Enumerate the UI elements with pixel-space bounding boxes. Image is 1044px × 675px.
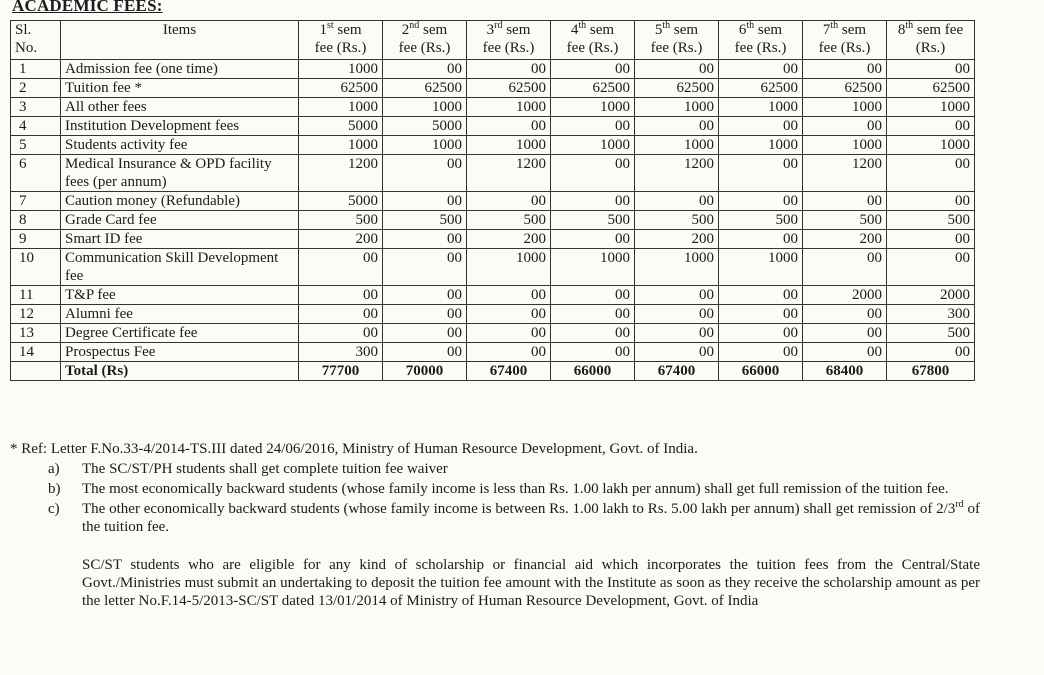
fee-cell-sem-6: 00 — [719, 155, 803, 192]
fee-cell-sem-1: 00 — [299, 286, 383, 305]
row-sl-no: 3 — [11, 98, 61, 117]
fee-cell-sem-8: 2000 — [887, 286, 975, 305]
fee-cell-sem-2: 500 — [383, 211, 467, 230]
row-sl-no: 10 — [11, 249, 61, 286]
sem-unit: fee (Rs.) — [818, 40, 871, 56]
fee-cell-sem-5: 00 — [635, 324, 719, 343]
table-total-row — [11, 362, 975, 381]
fee-cell-sem-8: 00 — [887, 249, 975, 286]
row-item-name: Institution Development fees — [61, 117, 299, 136]
fee-cell-sem-5: 1000 — [635, 249, 719, 286]
sem-ordinal: nd — [409, 20, 420, 31]
row-sl-no: 5 — [11, 136, 61, 155]
fee-cell-sem-3: 62500 — [467, 79, 551, 98]
column-header-sem-8 — [887, 21, 975, 60]
row-sl-no: 9 — [11, 230, 61, 249]
row-item-name: T&P fee — [61, 286, 299, 305]
fee-cell-sem-1: 300 — [299, 343, 383, 362]
fee-cell-sem-4: 00 — [551, 60, 635, 79]
fee-cell-sem-3: 1000 — [467, 98, 551, 117]
sem-ordinal: th — [746, 20, 755, 31]
total-sem-1: 77700 — [299, 362, 383, 381]
fee-cell-sem-8: 300 — [887, 305, 975, 324]
sem-number: 2 — [401, 22, 410, 38]
row-sl-no: 12 — [11, 305, 61, 324]
row-item-name: Degree Certificate fee — [61, 324, 299, 343]
fee-cell-sem-1: 500 — [299, 211, 383, 230]
fee-cell-sem-7: 00 — [803, 305, 887, 324]
fee-cell-sem-4: 62500 — [551, 79, 635, 98]
fee-cell-sem-2: 00 — [383, 192, 467, 211]
sem-label: sem — [419, 22, 448, 38]
sem-label: sem — [586, 22, 615, 38]
table-row — [11, 192, 975, 211]
fee-cell-sem-8: 00 — [887, 192, 975, 211]
fee-cell-sem-1: 1200 — [299, 155, 383, 192]
sem-number: 6 — [738, 22, 747, 38]
total-sem-3: 67400 — [467, 362, 551, 381]
fees-table-body — [11, 60, 975, 362]
fee-cell-sem-3: 200 — [467, 230, 551, 249]
fee-cell-sem-8: 00 — [887, 60, 975, 79]
table-row — [11, 211, 975, 230]
sem-number: 1 — [319, 22, 327, 38]
fee-cell-sem-5: 1000 — [635, 98, 719, 117]
fee-cell-sem-2: 00 — [383, 155, 467, 192]
row-item-name: Smart ID fee — [61, 230, 299, 249]
fee-cell-sem-7: 00 — [803, 117, 887, 136]
scst-scholarship-paragraph: SC/ST students who are eligible for any kind of scholarship or financial aid which incorporates the tuition fees from the Central/State Govt./Ministries must submit an undertaking to deposit the tuition fee amount with the Institute as soon as they receive the scholarship amount as per the letter No.F.14-5/2013-SC/ST dated 13/01/2014 of Ministry of Human Resource Development, Govt. of India — [82, 557, 980, 609]
row-item-name: All other fees — [61, 98, 299, 117]
fee-cell-sem-6: 00 — [719, 305, 803, 324]
fee-cell-sem-4: 00 — [551, 230, 635, 249]
fee-cell-sem-1: 62500 — [299, 79, 383, 98]
table-row — [11, 230, 975, 249]
table-row — [11, 324, 975, 343]
sem-ordinal: rd — [494, 20, 503, 31]
fee-cell-sem-2: 00 — [383, 230, 467, 249]
ordinal-suffix: rd — [955, 499, 964, 510]
fee-cell-sem-8: 00 — [887, 155, 975, 192]
fee-cell-sem-5: 00 — [635, 60, 719, 79]
fee-cell-sem-3: 00 — [467, 305, 551, 324]
table-header-row — [11, 21, 975, 60]
row-item-name: Grade Card fee — [61, 211, 299, 230]
row-sl-no: 13 — [11, 324, 61, 343]
fee-cell-sem-8: 500 — [887, 211, 975, 230]
fee-cell-sem-3: 00 — [467, 192, 551, 211]
column-header-sem-2 — [383, 21, 467, 60]
fee-cell-sem-3: 00 — [467, 286, 551, 305]
row-sl-no: 2 — [11, 79, 61, 98]
fee-cell-sem-1: 1000 — [299, 60, 383, 79]
row-item-name: Prospectus Fee — [61, 343, 299, 362]
fee-cell-sem-5: 00 — [635, 117, 719, 136]
sem-number: 8 — [897, 22, 906, 38]
fee-cell-sem-8: 500 — [887, 324, 975, 343]
sem-unit: fee (Rs.) — [482, 40, 535, 56]
fee-cell-sem-6: 00 — [719, 343, 803, 362]
waiver-text: The SC/ST/PH students shall get complete tuition fee waiver — [82, 461, 448, 477]
row-sl-no: 1 — [11, 60, 61, 79]
fee-cell-sem-8: 1000 — [887, 98, 975, 117]
total-sem-5: 67400 — [635, 362, 719, 381]
fee-cell-sem-1: 5000 — [299, 192, 383, 211]
fee-cell-sem-7: 00 — [803, 60, 887, 79]
fee-cell-sem-6: 00 — [719, 192, 803, 211]
waiver-item-b — [10, 480, 990, 498]
total-sl-cell — [11, 362, 61, 381]
fee-cell-sem-6: 00 — [719, 60, 803, 79]
table-row — [11, 155, 975, 192]
total-sem-8: 67800 — [887, 362, 975, 381]
sem-unit: fee (Rs.) — [314, 40, 367, 56]
table-row — [11, 98, 975, 117]
fee-cell-sem-4: 00 — [551, 192, 635, 211]
total-sem-2: 70000 — [383, 362, 467, 381]
row-sl-no: 4 — [11, 117, 61, 136]
fee-cell-sem-4: 00 — [551, 286, 635, 305]
sem-number: 4 — [570, 22, 579, 38]
fee-cell-sem-1: 00 — [299, 324, 383, 343]
sem-unit: fee (Rs.) — [398, 40, 451, 56]
column-header-items: Items — [61, 21, 299, 60]
sem-label: sem — [670, 22, 699, 38]
fee-cell-sem-4: 00 — [551, 305, 635, 324]
fee-cell-sem-3: 00 — [467, 60, 551, 79]
fee-cell-sem-1: 200 — [299, 230, 383, 249]
table-row — [11, 286, 975, 305]
column-header-sl-no — [11, 21, 61, 60]
fee-cell-sem-7: 00 — [803, 343, 887, 362]
sem-ordinal: th — [905, 20, 914, 31]
fee-cell-sem-6: 00 — [719, 324, 803, 343]
waiver-list — [10, 460, 990, 536]
list-marker: a) — [48, 461, 60, 477]
sem-label: sem — [838, 22, 867, 38]
fee-cell-sem-7: 2000 — [803, 286, 887, 305]
fee-cell-sem-7: 00 — [803, 324, 887, 343]
fee-cell-sem-7: 200 — [803, 230, 887, 249]
fee-cell-sem-6: 1000 — [719, 249, 803, 286]
fee-cell-sem-7: 1000 — [803, 98, 887, 117]
column-header-sem-5 — [635, 21, 719, 60]
row-item-name: Students activity fee — [61, 136, 299, 155]
fee-cell-sem-7: 1200 — [803, 155, 887, 192]
row-sl-no: 8 — [11, 211, 61, 230]
fee-cell-sem-5: 62500 — [635, 79, 719, 98]
fee-cell-sem-2: 00 — [383, 343, 467, 362]
fee-cell-sem-6: 1000 — [719, 136, 803, 155]
column-header-sem-6 — [719, 21, 803, 60]
fee-cell-sem-5: 200 — [635, 230, 719, 249]
waiver-text-end: of the tuition fee. — [82, 501, 980, 535]
fee-cell-sem-3: 00 — [467, 343, 551, 362]
fee-cell-sem-7: 1000 — [803, 136, 887, 155]
fee-cell-sem-5: 00 — [635, 343, 719, 362]
fee-cell-sem-4: 1000 — [551, 136, 635, 155]
row-item-name: Admission fee (one time) — [61, 60, 299, 79]
fees-table — [10, 20, 975, 381]
sem-number: 5 — [654, 22, 663, 38]
waiver-item-c — [10, 500, 990, 536]
fee-cell-sem-5: 1200 — [635, 155, 719, 192]
section-heading: ACADEMIC FEES: — [12, 0, 163, 15]
sem-unit: fee (Rs.) — [566, 40, 619, 56]
sem-number: 7 — [822, 22, 831, 38]
table-row — [11, 79, 975, 98]
header-sl-line-2: No. — [15, 40, 38, 56]
row-sl-no: 6 — [11, 155, 61, 192]
fee-cell-sem-6: 62500 — [719, 79, 803, 98]
total-sem-4: 66000 — [551, 362, 635, 381]
row-item-name: Communication Skill Development fee — [61, 249, 299, 286]
fee-cell-sem-6: 00 — [719, 286, 803, 305]
table-row — [11, 305, 975, 324]
sem-ordinal: st — [326, 20, 334, 31]
list-marker: c) — [48, 501, 60, 517]
fee-cell-sem-6: 500 — [719, 211, 803, 230]
table-row — [11, 249, 975, 286]
sem-ordinal: th — [830, 20, 839, 31]
fee-cell-sem-5: 00 — [635, 305, 719, 324]
fee-cell-sem-3: 00 — [467, 324, 551, 343]
row-sl-no: 7 — [11, 192, 61, 211]
sem-label: sem fee — [913, 22, 964, 38]
fee-cell-sem-2: 1000 — [383, 136, 467, 155]
fee-cell-sem-4: 1000 — [551, 249, 635, 286]
fee-cell-sem-2: 00 — [383, 249, 467, 286]
fee-cell-sem-6: 00 — [719, 117, 803, 136]
sem-unit: fee (Rs.) — [734, 40, 787, 56]
fee-cell-sem-2: 00 — [383, 60, 467, 79]
table-row — [11, 136, 975, 155]
sem-unit: fee (Rs.) — [650, 40, 703, 56]
fee-cell-sem-4: 00 — [551, 343, 635, 362]
fee-cell-sem-4: 500 — [551, 211, 635, 230]
sem-label: sem — [333, 22, 362, 38]
row-sl-no: 14 — [11, 343, 61, 362]
sem-number: 3 — [486, 22, 495, 38]
fee-cell-sem-5: 00 — [635, 192, 719, 211]
row-sl-no: 11 — [11, 286, 61, 305]
fee-cell-sem-7: 500 — [803, 211, 887, 230]
fee-cell-sem-4: 00 — [551, 324, 635, 343]
fee-cell-sem-2: 62500 — [383, 79, 467, 98]
table-row — [11, 117, 975, 136]
fee-cell-sem-8: 00 — [887, 343, 975, 362]
sem-label: sem — [502, 22, 531, 38]
fee-cell-sem-3: 1200 — [467, 155, 551, 192]
fee-cell-sem-3: 500 — [467, 211, 551, 230]
fee-cell-sem-1: 00 — [299, 249, 383, 286]
fee-cell-sem-2: 1000 — [383, 98, 467, 117]
fee-cell-sem-2: 00 — [383, 286, 467, 305]
fee-cell-sem-6: 1000 — [719, 98, 803, 117]
column-header-sem-7 — [803, 21, 887, 60]
list-marker: b) — [48, 481, 61, 497]
fee-cell-sem-1: 00 — [299, 305, 383, 324]
sem-unit: (Rs.) — [915, 40, 946, 56]
header-sl-line-1: Sl. — [15, 22, 32, 38]
total-sem-7: 68400 — [803, 362, 887, 381]
waiver-text: The most economically backward students (whose family income is less than Rs. 1.00 lakh per annum) shall get full remission of the tuition fee. — [82, 481, 949, 497]
fee-cell-sem-4: 00 — [551, 155, 635, 192]
fee-cell-sem-8: 62500 — [887, 79, 975, 98]
fee-cell-sem-1: 1000 — [299, 98, 383, 117]
fee-cell-sem-8: 00 — [887, 117, 975, 136]
waiver-item-a — [10, 460, 990, 478]
fee-cell-sem-2: 00 — [383, 324, 467, 343]
fee-cell-sem-8: 1000 — [887, 136, 975, 155]
fee-cell-sem-3: 1000 — [467, 249, 551, 286]
fee-cell-sem-5: 00 — [635, 286, 719, 305]
fee-cell-sem-5: 500 — [635, 211, 719, 230]
fee-cell-sem-2: 00 — [383, 305, 467, 324]
row-item-name: Tuition fee * — [61, 79, 299, 98]
fee-cell-sem-3: 1000 — [467, 136, 551, 155]
fee-cell-sem-6: 00 — [719, 230, 803, 249]
waiver-text: The other economically backward students (whose family income is between Rs. 1.00 lakh to Rs. 5.00 lakh per annum) shall get remission of 2/3 — [82, 501, 956, 517]
table-row — [11, 343, 975, 362]
row-item-name: Alumni fee — [61, 305, 299, 324]
fee-cell-sem-4: 00 — [551, 117, 635, 136]
sem-ordinal: th — [578, 20, 587, 31]
total-label: Total (Rs) — [61, 362, 299, 381]
fee-cell-sem-4: 1000 — [551, 98, 635, 117]
fee-cell-sem-1: 5000 — [299, 117, 383, 136]
fee-cell-sem-7: 62500 — [803, 79, 887, 98]
row-item-name: Caution money (Refundable) — [61, 192, 299, 211]
reference-note: * Ref: Letter F.No.33-4/2014-TS.III dated 24/06/2016, Ministry of Human Resource Development, Govt. of India. — [10, 441, 698, 457]
column-header-sem-4 — [551, 21, 635, 60]
fee-cell-sem-8: 00 — [887, 230, 975, 249]
table-row — [11, 60, 975, 79]
sem-ordinal: th — [662, 20, 671, 31]
fee-cell-sem-1: 1000 — [299, 136, 383, 155]
sem-label: sem — [754, 22, 783, 38]
total-sem-6: 66000 — [719, 362, 803, 381]
notes-section — [10, 440, 990, 610]
column-header-sem-1 — [299, 21, 383, 60]
fee-cell-sem-2: 5000 — [383, 117, 467, 136]
fee-cell-sem-7: 00 — [803, 249, 887, 286]
column-header-sem-3 — [467, 21, 551, 60]
fee-cell-sem-5: 1000 — [635, 136, 719, 155]
row-item-name: Medical Insurance & OPD facility fees (per annum) — [61, 155, 299, 192]
fee-cell-sem-7: 00 — [803, 192, 887, 211]
fee-cell-sem-3: 00 — [467, 117, 551, 136]
